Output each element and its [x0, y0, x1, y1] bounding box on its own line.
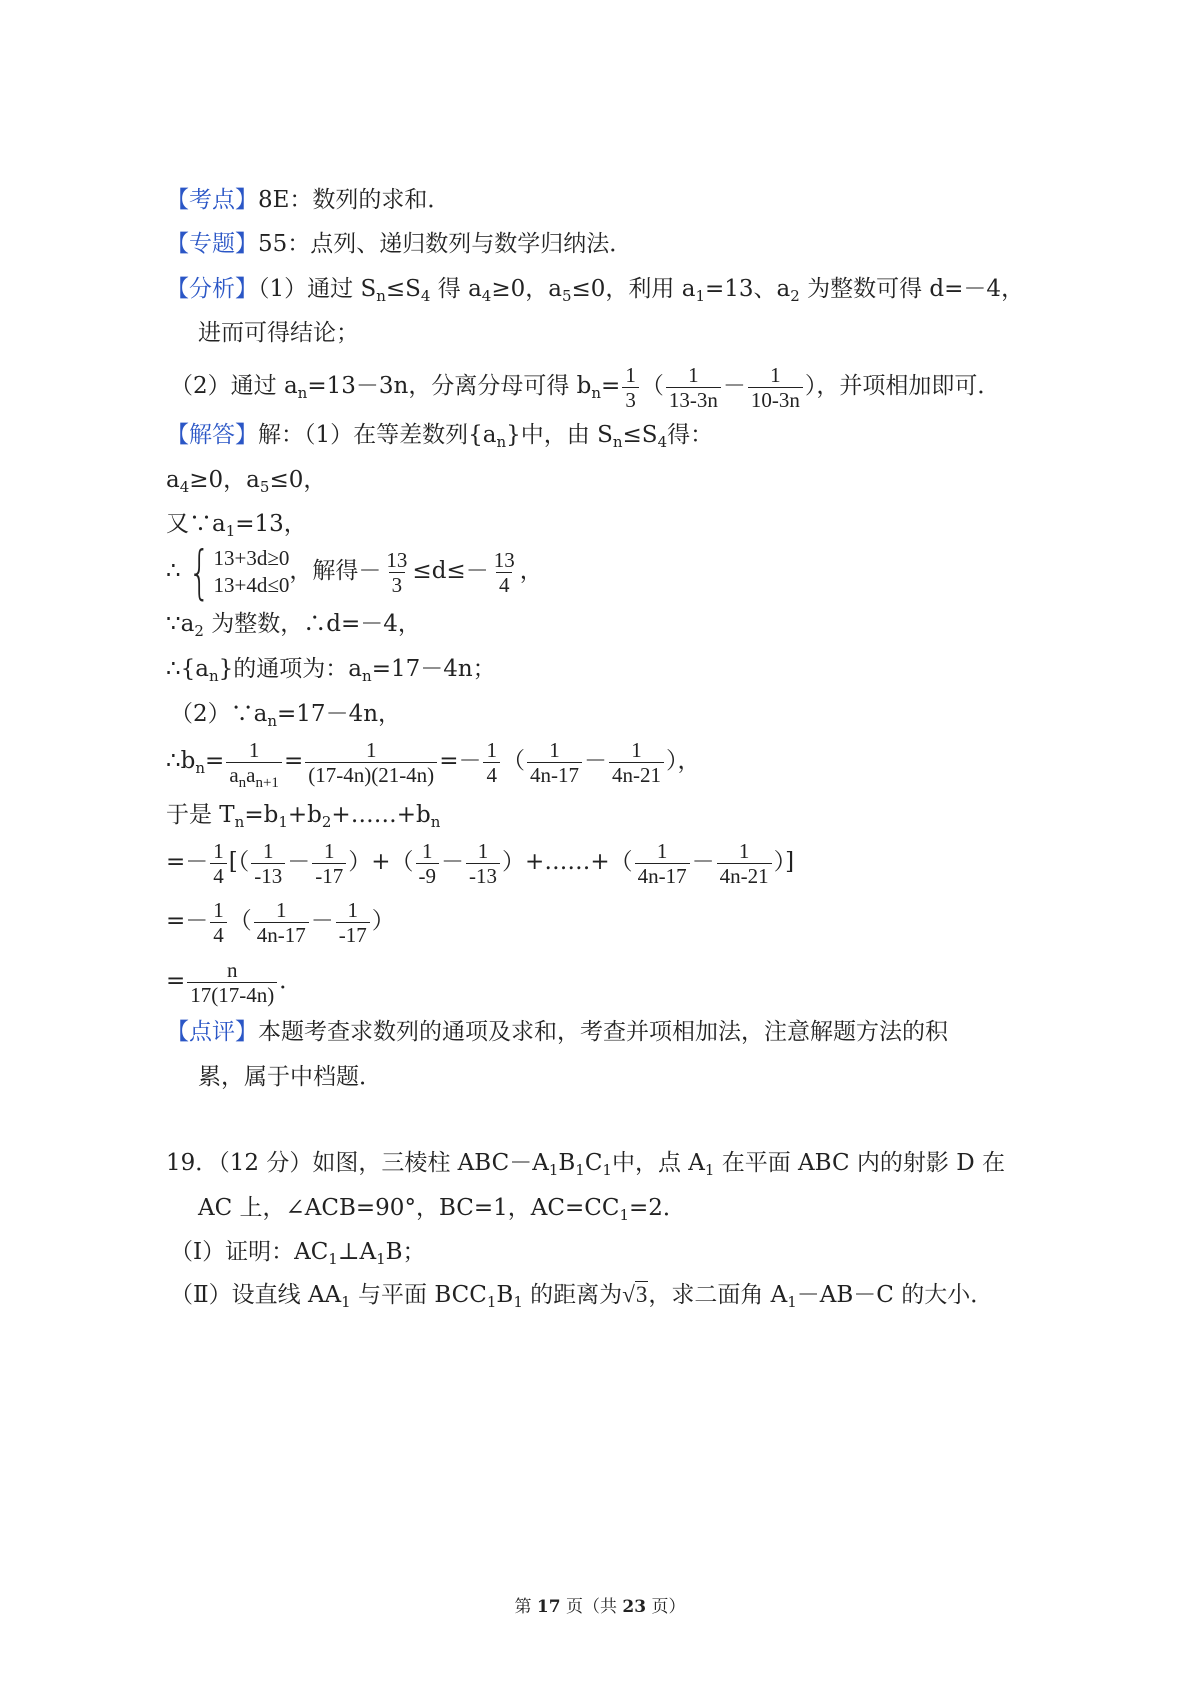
- text: B；: [385, 1239, 426, 1265]
- jieda-line-1: [166, 418, 713, 452]
- text: a: [166, 467, 180, 493]
- fraction: [717, 839, 772, 888]
- denominator: 17(17-4n): [187, 982, 277, 1007]
- subscript: 4: [179, 478, 190, 496]
- fraction: [466, 839, 500, 888]
- numerator: 1: [276, 897, 287, 922]
- jieda-line-8: [166, 733, 700, 789]
- q19-line-3: [170, 1235, 426, 1269]
- numerator: 1: [631, 737, 642, 762]
- fraction: [666, 363, 721, 412]
- subscript: 1: [376, 1250, 386, 1268]
- text: ⊥A: [337, 1239, 377, 1265]
- text: AC 上，∠ACB=90°，BC=1，AC=CC: [198, 1195, 620, 1221]
- jieda-line-3: [166, 507, 307, 541]
- subscript: n: [234, 813, 245, 831]
- subscript: n: [612, 433, 623, 451]
- numerator: 1: [347, 897, 359, 922]
- text: =－: [166, 908, 209, 934]
- text: （: [228, 908, 252, 934]
- text: 第: [514, 1597, 537, 1617]
- denominator: -17: [312, 863, 346, 888]
- denominator: -17: [336, 922, 370, 947]
- fraction: [483, 738, 500, 787]
- subscript: 1: [328, 1250, 338, 1268]
- fraction: [254, 898, 309, 947]
- text: 于是 T: [166, 802, 235, 828]
- text: －AB－C 的大小．: [796, 1282, 994, 1308]
- current-page: 17: [536, 1597, 561, 1617]
- text: }中，由 S: [506, 422, 613, 448]
- subscript: 1: [695, 287, 705, 305]
- subscript: n+1: [255, 774, 279, 791]
- numerator: n: [227, 957, 238, 982]
- subscript: 1: [513, 1293, 523, 1311]
- subscript: n: [195, 759, 206, 777]
- text: ∴: [166, 558, 181, 584]
- fraction: [748, 363, 803, 412]
- denominator: 13-3n: [666, 387, 721, 412]
- jieda-line-10: [166, 834, 794, 890]
- text: =13，: [235, 511, 307, 537]
- total-pages: 23: [622, 1597, 647, 1617]
- subscript: 1: [619, 1206, 629, 1224]
- text: ）]: [773, 849, 795, 875]
- text: 为整数可得 d=－4，: [799, 276, 1025, 302]
- text: －: [441, 849, 465, 875]
- denominator: 4n-17: [635, 863, 690, 888]
- fraction: [226, 737, 282, 791]
- text: 19．（12 分）如图，三棱柱 ABC－A: [166, 1150, 549, 1176]
- fraction: [251, 839, 285, 888]
- numerator: 13: [386, 547, 408, 572]
- jieda-line-9: [166, 798, 440, 832]
- subscript: n: [362, 667, 372, 685]
- text: ≤d≤－: [412, 558, 489, 584]
- inequality-1: 13+3d≥0: [213, 546, 290, 570]
- jieda-line-7: [170, 697, 401, 731]
- subscript: 4: [420, 287, 431, 305]
- text: }的通项为：a: [218, 656, 363, 682]
- denominator: 4: [483, 762, 500, 787]
- text: －: [722, 373, 746, 399]
- fraction: [416, 839, 440, 888]
- subscript: n: [430, 813, 441, 831]
- text: （1）通过 S: [258, 276, 377, 302]
- fraction: [336, 898, 370, 947]
- subscript: 4: [481, 287, 492, 305]
- fraction: [312, 839, 346, 888]
- equation-system: [181, 538, 290, 606]
- text: =－: [439, 748, 482, 774]
- text: =－: [166, 849, 209, 875]
- text: 得：: [667, 422, 714, 448]
- denominator: 4: [210, 863, 227, 888]
- text: 的距离为: [522, 1282, 623, 1308]
- text: +……+b: [331, 802, 431, 828]
- fenxi-line-2: [198, 316, 359, 350]
- text: （Ⅰ）证明：AC: [170, 1239, 329, 1265]
- subscript: 1: [225, 522, 236, 540]
- subscript: n: [238, 774, 247, 791]
- square-root: [622, 1281, 648, 1307]
- text: B: [558, 1150, 576, 1176]
- text: 得 a: [430, 276, 482, 302]
- text: =: [283, 748, 304, 774]
- subscript: 1: [602, 1161, 612, 1179]
- fraction: [491, 548, 518, 597]
- text: 在平面 ABC 内的射影 D 在: [714, 1150, 1005, 1176]
- denominator: 4: [210, 922, 227, 947]
- text: [（: [228, 849, 250, 875]
- text: ．: [279, 968, 303, 994]
- numerator: 1: [688, 362, 699, 387]
- radical-sign: √: [622, 1282, 635, 1307]
- fraction: [609, 738, 664, 787]
- subscript: n: [591, 384, 602, 402]
- fraction: [527, 738, 582, 787]
- text: ）: [371, 908, 395, 934]
- denominator: (17-4n)(21-4n): [305, 762, 437, 787]
- subscript: n: [376, 287, 386, 305]
- subscript: 1: [787, 1293, 797, 1311]
- inequality-2: 13+4d≤0: [213, 573, 290, 597]
- text: ≤0，: [269, 467, 327, 493]
- numerator: 1: [770, 362, 781, 387]
- text: 累，属于中档题．: [198, 1064, 382, 1090]
- dianping-line-2: [198, 1060, 382, 1094]
- text: =: [601, 373, 621, 399]
- text: －: [287, 849, 311, 875]
- fenxi-line-1: [166, 272, 1024, 306]
- jieda-line-6: [166, 652, 496, 686]
- text: +b: [287, 802, 322, 828]
- numerator: 1: [549, 737, 560, 762]
- fraction: [210, 839, 227, 888]
- jieda-line-2: [166, 463, 326, 497]
- text: ∴{a: [166, 656, 209, 682]
- jieda-line-4: [166, 538, 543, 606]
- denominator: 4n-17: [527, 762, 582, 787]
- text: 中，点 A: [611, 1150, 705, 1176]
- dianping-tag: 【点评】: [166, 1019, 258, 1045]
- text: ）+（: [348, 849, 414, 875]
- text: （: [640, 373, 664, 399]
- subscript: 1: [575, 1161, 585, 1179]
- fenxi-tag: 【分析】: [166, 276, 258, 302]
- text: ∴b: [166, 748, 196, 774]
- text: －: [310, 908, 334, 934]
- numerator: 1: [248, 737, 260, 762]
- numerator: 1: [486, 737, 497, 762]
- numerator: 13: [493, 547, 515, 572]
- numerator: 1: [656, 838, 668, 863]
- text: =13－3n，分离分母可得 b: [307, 373, 592, 399]
- text: ≤S: [385, 276, 421, 302]
- subscript: n: [208, 667, 219, 685]
- subscript: 1: [341, 1293, 351, 1311]
- q19-line-2: [198, 1191, 686, 1225]
- text: 页）: [646, 1597, 686, 1617]
- subscript: 1: [548, 1161, 559, 1179]
- numerator: 1: [422, 838, 433, 863]
- text: ），: [665, 748, 701, 774]
- kaodian-text: 8E：数列的求和．: [258, 187, 451, 213]
- text: B: [496, 1282, 514, 1308]
- text: （2）通过 a: [170, 373, 298, 399]
- numerator: 1: [263, 838, 274, 863]
- numerator: 1: [213, 838, 224, 863]
- subscript: 2: [194, 622, 204, 640]
- text: （2）∵a: [170, 701, 268, 727]
- text: =17－4n，: [277, 701, 402, 727]
- text: －: [691, 849, 715, 875]
- text: （: [501, 748, 525, 774]
- numerator: 1: [738, 838, 750, 863]
- text: a: [229, 762, 239, 787]
- denominator: 3: [622, 387, 639, 412]
- numerator: 1: [365, 737, 377, 762]
- numerator: 1: [625, 362, 636, 387]
- jieda-tag: 【解答】: [166, 422, 258, 448]
- text: 进而可得结论；: [198, 320, 359, 346]
- subscript: 2: [321, 813, 332, 831]
- text: =2．: [629, 1195, 686, 1221]
- text: 又∵a: [166, 511, 226, 537]
- fraction: [383, 548, 410, 597]
- kaodian-line: [166, 183, 450, 217]
- text: =17－4n；: [371, 656, 496, 682]
- denominator: 4: [496, 572, 513, 597]
- zhuanti-text: 55：点列、递归数列与数学归纳法．: [258, 231, 633, 257]
- denominator: 4n-21: [717, 863, 772, 888]
- text: 为整数，∴d=－4，: [203, 611, 421, 637]
- zhuanti-tag: 【专题】: [166, 231, 258, 257]
- denominator: 4n-21: [609, 762, 664, 787]
- jieda-line-5: [166, 607, 421, 641]
- radicand: 3: [635, 1282, 648, 1307]
- fraction: [187, 958, 277, 1007]
- q19-line-4: [170, 1278, 993, 1312]
- fraction: [635, 839, 690, 888]
- left-brace: {: [188, 538, 211, 606]
- subscript: 1: [486, 1293, 497, 1311]
- text: ≤0，利用 a: [571, 276, 696, 302]
- subscript: 5: [561, 287, 572, 305]
- text: （Ⅱ）设直线 AA: [170, 1282, 342, 1308]
- subscript: 1: [278, 813, 288, 831]
- denominator: 4n-17: [254, 922, 309, 947]
- jieda-line-11: [166, 893, 395, 949]
- text: 本题考查求数列的通项及求和，考查并项相加法，注意解题方法的积: [258, 1019, 948, 1045]
- text: ≤S: [622, 422, 658, 448]
- denominator: -13: [466, 863, 500, 888]
- text: ≥0，a: [189, 467, 260, 493]
- fraction: [622, 363, 639, 412]
- numerator: 1: [213, 897, 224, 922]
- subscript: 2: [790, 287, 800, 305]
- numerator: 1: [324, 838, 335, 863]
- subscript: n: [496, 433, 507, 451]
- text: －: [583, 748, 607, 774]
- subscript: n: [297, 384, 308, 402]
- denominator: 3: [389, 572, 406, 597]
- numerator: 1: [477, 838, 489, 863]
- text: ，解得－: [289, 558, 382, 584]
- denominator: -9: [416, 863, 440, 888]
- fenxi-line-3: [170, 362, 1000, 412]
- text: ≥0，a: [491, 276, 562, 302]
- text: ，: [519, 558, 543, 584]
- text: =: [166, 968, 186, 994]
- text: 页（共: [560, 1597, 623, 1617]
- subscript: 1: [704, 1161, 715, 1179]
- text: a: [246, 762, 256, 787]
- q19-line-1: [166, 1146, 1005, 1180]
- text: 与平面 BCC: [350, 1282, 487, 1308]
- text: =13、a: [705, 276, 791, 302]
- jieda-line-12: [166, 953, 302, 1009]
- denominator: 10-3n: [748, 387, 803, 412]
- text: C: [584, 1150, 603, 1176]
- dianping-line-1: [166, 1015, 948, 1049]
- text: =: [205, 748, 225, 774]
- subscript: 4: [657, 433, 668, 451]
- text: ∵a: [166, 611, 195, 637]
- subscript: n: [267, 712, 278, 730]
- zhuanti-line: [166, 227, 632, 261]
- text: ），并项相加即可．: [804, 373, 1001, 399]
- fraction: [305, 738, 437, 787]
- text: =b: [244, 802, 279, 828]
- denominator: -13: [251, 863, 285, 888]
- subscript: 5: [259, 478, 270, 496]
- text: ）+……+（: [502, 849, 633, 875]
- text: ，求二面角 A: [648, 1282, 788, 1308]
- kaodian-tag: 【考点】: [166, 187, 258, 213]
- text: 解：（1）在等差数列{a: [258, 422, 497, 448]
- page-footer: [0, 1592, 1200, 1617]
- fraction: [210, 898, 227, 947]
- denominator: [226, 762, 282, 791]
